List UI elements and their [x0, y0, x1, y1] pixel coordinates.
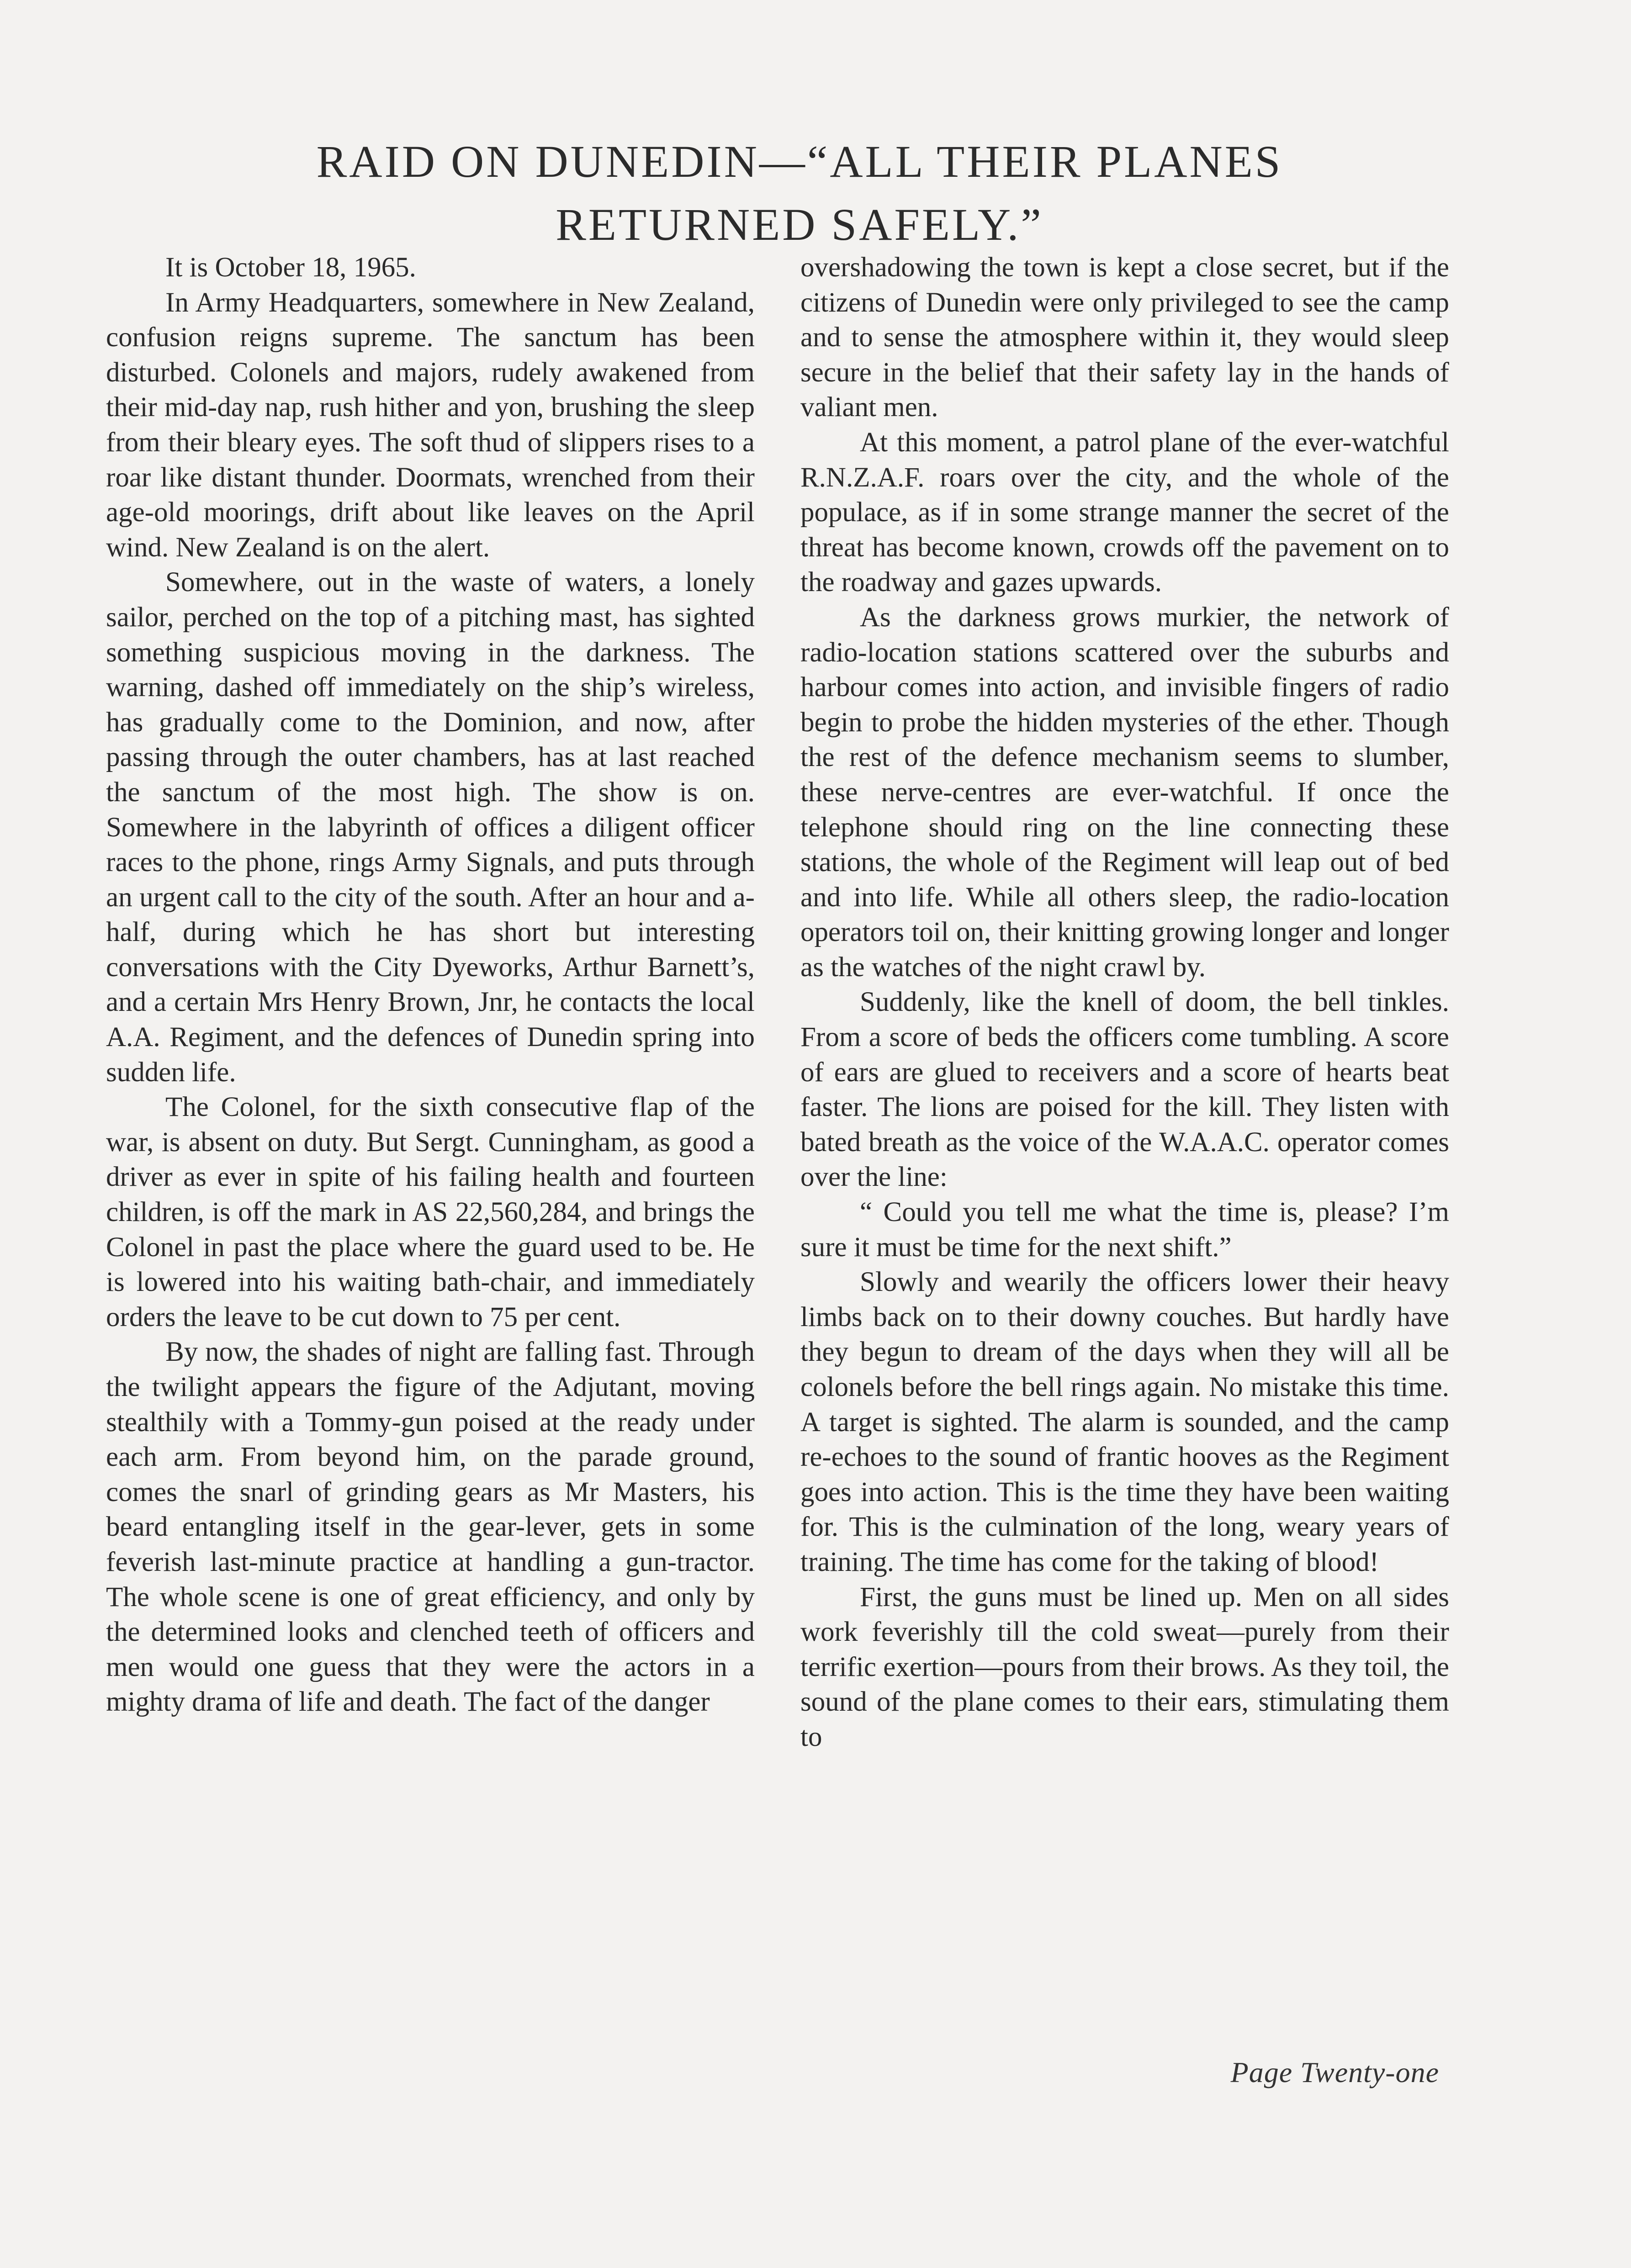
paragraph: Suddenly, like the knell of doom, the bell tinkles. From a score of beds the officers come tumbling. A score of ears are glued to receivers and a score of hearts beat faster. The lions are poised for the kill. They listen with bated breath as the voice of the W.A.A.C. operator comes over the line: — [800, 987, 1449, 1193]
paragraph: It is October 18, 1965. — [165, 252, 416, 283]
paragraph: As the darkness grows murkier, the network of radio-location stations scattered over the suburbs and harbour comes into action, and invisible fingers of radio begin to probe the hidden mysteries of the ether. Though the rest of the defence mechanism seems to slumber, these nerve-centres are ever-watchful. If once the telephone should ring on the line connecting these stations, the whole of the Regiment will leap out of bed and into life. While all others sleep, the radio-location operators toil on, their knitting growing longer and longer as the watches of the night crawl by. — [800, 602, 1449, 983]
title-line-2: RETURNED SAFELY.” — [556, 199, 1043, 250]
paragraph: Somewhere, out in the waste of waters, a lonely sailor, perched on the top of a pitching mast, has sighted something suspicious moving in the darkness. The warning, dashed off immediately on the ship’s wireless, has gradually come to the Dominion, and now, after passing through the outer chambers, has at last reached the sanctum of the most high. The show is on. Somewhere in the labyrinth of offices a diligent officer races to the phone, rings Army Signals, and puts through an urgent call to the city of the south. After an hour and a-half, during which he has short but interesting conversations with the City Dyeworks, Arthur Barnett’s, and a certain Mrs Henry Brown, Jnr, he contacts the local A.A. Regiment, and the defences of Dunedin spring into sudden life. — [106, 567, 755, 1088]
page-number: Page Twenty-one — [1230, 2056, 1439, 2088]
paragraph: In Army Headquarters, somewhere in New Zealand, confusion reigns supreme. The sanctum has been disturbed. Colonels and majors, rudely awakened from their mid-day nap, rush hither and yon, brushing the sleep from their bleary eyes. The soft thud of slippers rises to a roar like distant thunder. Doormats, wrenched from their age-old moorings, drift about like leaves on the April wind. New Zealand is on the alert. — [106, 287, 755, 563]
left-column — [106, 250, 755, 1720]
title-line-1: RAID ON DUNEDIN—“ALL THEIR PLANES — [316, 136, 1283, 187]
quoted-paragraph: “ Could you tell me what the time is, please? I’m sure it must be time for the next shift.” — [800, 1197, 1449, 1263]
paragraph: By now, the shades of night are falling fast. Through the twilight appears the figure of the Adjutant, moving stealthily with a Tommy-gun poised at the ready under each arm. From beyond him, on the parade ground, comes the snarl of grinding gears as Mr Masters, his beard entangling itself in the gear-lever, gets in some feverish last-minute practice at handling a gun-tractor. The whole scene is one of great efficiency, and only by the determined looks and clenched teeth of officers and men would one guess that they were the actors in a mighty drama of life and death. The fact of the danger — [106, 1337, 755, 1718]
paragraph: Slowly and wearily the officers lower their heavy limbs back on to their downy couches. But hardly have they begun to dream of the days when they will all be colonels before the bell rings again. No mistake this time. A target is sighted. The alarm is sounded, and the camp re-echoes to the sound of frantic hooves as the Regiment goes into action. This is the time they have been waiting for. This is the culmination of the long, weary years of training. The time has come for the taking of blood! — [800, 1267, 1449, 1577]
paragraph: The Colonel, for the sixth consecutive flap of the war, is absent on duty. But Sergt. Cunningham, as good a driver as ever in spite of his failing health and fourteen children, is off the mark in AS 22,560,284, and brings the Colonel in past the place where the guard used to be. He is lowered into his waiting bath-chair, and immediately orders the leave to be cut down to 75 per cent. — [106, 1092, 755, 1332]
article-title — [256, 130, 1343, 256]
paragraph: First, the guns must be lined up. Men on all sides work feverishly till the cold sweat—purely from their terrific exertion—pours from their brows. As they toil, the sound of the plane comes to their ears, stimulating them to — [800, 1581, 1449, 1752]
right-column — [800, 250, 1449, 1755]
paragraph: At this moment, a patrol plane of the ever-watchful R.N.Z.A.F. roars over the city, and the whole of the populace, as if in some strange manner the secret of the threat has become known, crowds off the pavement on to the roadway and gazes upwards. — [800, 427, 1449, 598]
paragraph-continued: overshadowing the town is kept a close secret, but if the citizens of Dunedin were only privileged to see the camp and to sense the atmosphere within it, they would sleep secure in the belief that their safety lay in the hands of valiant men. — [800, 252, 1449, 423]
